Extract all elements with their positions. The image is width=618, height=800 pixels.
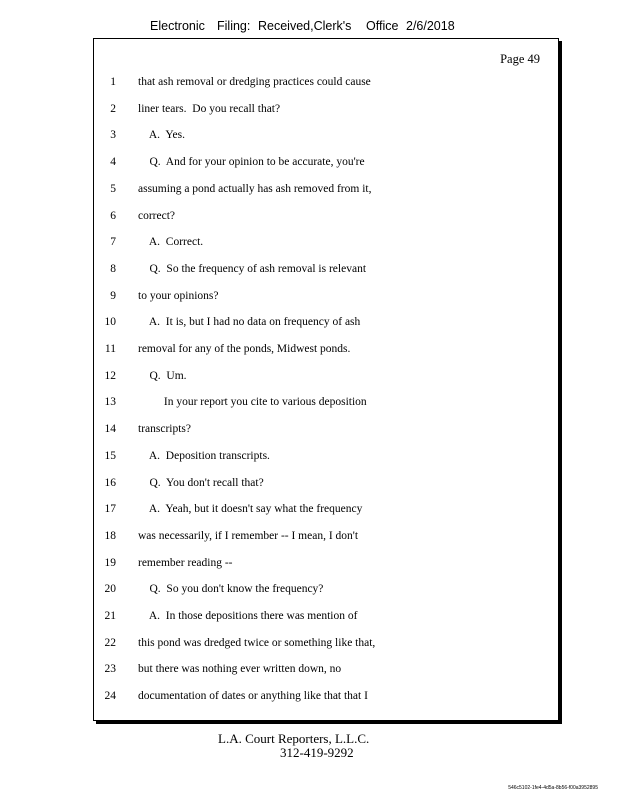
court-reporter-phone: 312-419-9292 xyxy=(280,745,354,760)
transcript-line xyxy=(94,392,554,412)
line-text: assuming a pond actually has ash removed from it, xyxy=(138,182,372,195)
line-number: 1 xyxy=(110,76,116,88)
line-text: but there was nothing ever written down, no xyxy=(138,663,342,676)
transcript-line xyxy=(94,366,554,386)
line-text: Q. So you don't know the frequency? xyxy=(138,583,324,596)
line-number: 7 xyxy=(110,236,116,249)
line-number: 22 xyxy=(104,636,116,649)
line-number: 2 xyxy=(110,102,116,115)
transcript-line xyxy=(94,179,554,199)
line-number: 21 xyxy=(104,610,116,622)
line-text: A. In those depositions there was mention of xyxy=(138,610,358,622)
line-text: this pond was dredged twice or something like that, xyxy=(138,636,376,649)
line-text: A. Yeah, but it doesn't say what the frequency xyxy=(138,503,363,516)
line-text: Q. Um. xyxy=(138,369,187,382)
transcript-line xyxy=(94,526,554,546)
line-text: that ash removal or dredging practices could cause xyxy=(138,76,371,88)
line-text: A. It is, but I had no data on frequency of ash xyxy=(138,316,361,329)
line-number: 14 xyxy=(104,423,116,436)
transcript-line xyxy=(94,286,554,306)
transcript-line xyxy=(94,232,554,252)
line-text: to your opinions? xyxy=(138,289,219,302)
line-text: remember reading -- xyxy=(138,556,233,569)
transcript-line xyxy=(94,339,554,359)
line-number: 11 xyxy=(104,343,116,355)
line-number: 3 xyxy=(110,129,116,142)
line-text: removal for any of the ponds, Midwest ponds. xyxy=(138,343,351,355)
line-number: 10 xyxy=(104,316,116,329)
transcript-line xyxy=(94,446,554,466)
line-number: 12 xyxy=(104,369,116,382)
transcript-line xyxy=(94,72,554,92)
line-number: 15 xyxy=(104,449,116,462)
transcript-line xyxy=(94,606,554,626)
court-reporter-name: L.A. Court Reporters, L.L.C. xyxy=(218,731,370,746)
transcript-line xyxy=(94,419,554,439)
line-number: 20 xyxy=(104,583,116,596)
filing-electronic: Electronic xyxy=(150,19,205,33)
filing-date: 2/6/2018 xyxy=(406,19,455,33)
line-number: 17 xyxy=(104,503,116,516)
line-number: 16 xyxy=(104,476,116,489)
transcript-line xyxy=(94,633,554,653)
line-text: A. Correct. xyxy=(138,236,204,249)
filing-label: Filing: xyxy=(217,19,251,33)
line-text: transcripts? xyxy=(138,423,192,436)
line-number: 8 xyxy=(110,262,116,275)
transcript-page xyxy=(93,38,559,721)
transcript-line xyxy=(94,125,554,145)
line-number: 4 xyxy=(110,156,116,169)
line-number: 18 xyxy=(104,529,116,542)
line-text: Q. And for your opinion to be accurate, you're xyxy=(138,156,365,169)
transcript-line xyxy=(94,686,554,706)
page-number: Page 49 xyxy=(500,52,540,66)
transcript-line xyxy=(94,579,554,599)
filing-received: Received,Clerk's xyxy=(258,19,352,33)
line-text: Q. So the frequency of ash removal is relevant xyxy=(138,262,367,275)
line-text: correct? xyxy=(138,209,176,222)
line-number: 9 xyxy=(110,289,116,302)
line-text: A. Deposition transcripts. xyxy=(138,449,270,462)
line-text: documentation of dates or anything like that that I xyxy=(138,690,368,703)
transcript-line xyxy=(94,206,554,226)
transcript-line xyxy=(94,312,554,332)
line-number: 6 xyxy=(110,209,116,222)
line-number: 24 xyxy=(104,690,116,703)
transcript-line xyxy=(94,259,554,279)
filing-office: Office xyxy=(366,19,399,33)
line-text: was necessarily, if I remember -- I mean, I don't xyxy=(138,529,359,542)
transcript-line xyxy=(94,473,554,493)
line-text: Q. You don't recall that? xyxy=(138,476,264,489)
transcript-line xyxy=(94,553,554,573)
line-number: 23 xyxy=(104,663,116,676)
line-number: 13 xyxy=(104,396,116,409)
transcript-line xyxy=(94,499,554,519)
document-id: 546c5102-1fe4-4d5a-8b56-f00a3952895 xyxy=(508,785,598,791)
line-number: 5 xyxy=(110,182,116,195)
transcript-line xyxy=(94,152,554,172)
transcript-line xyxy=(94,659,554,679)
line-text: A. Yes. xyxy=(138,129,185,142)
transcript-line xyxy=(94,99,554,119)
line-text: liner tears. Do you recall that? xyxy=(138,102,281,115)
line-text: In your report you cite to various deposition xyxy=(138,396,367,409)
line-number: 19 xyxy=(104,556,116,569)
